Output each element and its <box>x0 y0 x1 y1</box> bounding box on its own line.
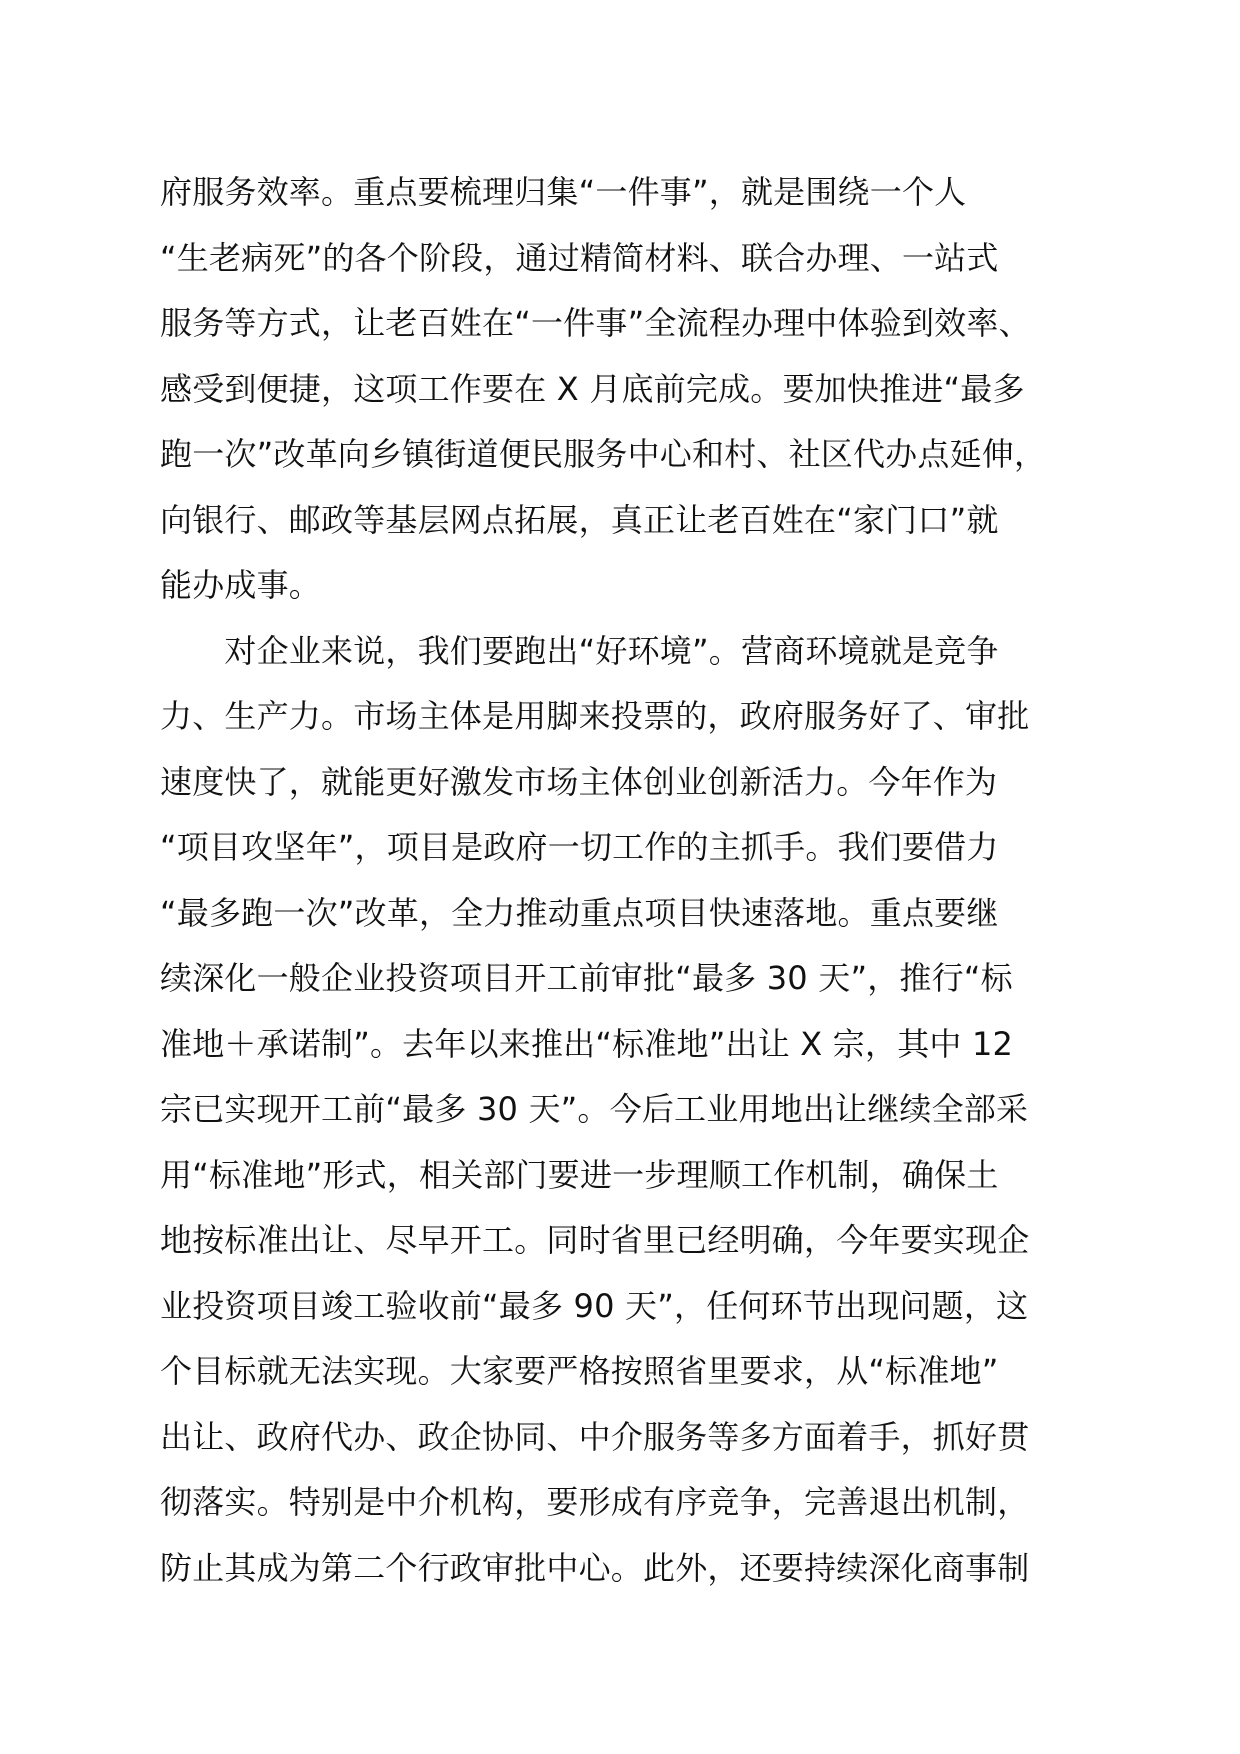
text-line: 地按标准出让、尽早开工。同时省里已经明确，今年要实现企 <box>160 1221 1030 1259</box>
text-line: 向银行、邮政等基层网点拓展，真正让老百姓在“家门口”就 <box>160 500 999 539</box>
text-line: 防止其成为第二个行政审批中心。此外，还要持续深化商事制 <box>160 1548 1030 1587</box>
text-line: 速度快了，就能更好激发市场主体创业创新活力。今年作为 <box>160 762 998 801</box>
text-line: 用“标准地”形式，相关部门要进一步理顺工作机制，确保土 <box>160 1155 999 1194</box>
text-line: 感受到便捷，这项工作要在 X 月底前完成。要加快推进“最多 <box>160 369 1025 408</box>
text-line: “项目攻坚年”，项目是政府一切工作的主抓手。我们要借力 <box>160 828 999 866</box>
text-line: “最多跑一次”改革，全力推动重点项目快速落地。重点要继 <box>160 893 999 932</box>
text-line: 出让、政府代办、政企协同、中介服务等多方面着手，抓好贯 <box>160 1417 1030 1456</box>
body-text <box>160 160 1100 1601</box>
text-line: 准地＋承诺制”。去年以来推出“标准地”出让 X 宗，其中 12 <box>160 1024 1014 1063</box>
text-line: 服务等方式，让老百姓在“一件事”全流程办理中体验到效率、 <box>160 304 1031 342</box>
text-line: 续深化一般企业投资项目开工前审批“最多 30 天”，推行“标 <box>160 959 1013 997</box>
text-line: 府服务效率。重点要梳理归集“一件事”，就是围绕一个人 <box>160 173 967 211</box>
text-line: 彻落实。特别是中介机构，要形成有序竞争，完善退出机制， <box>160 1483 1030 1521</box>
text-line: 业投资项目竣工验收前“最多 90 天”，任何环节出现问题，这 <box>160 1286 1029 1325</box>
text-line: 跑一次”改革向乡镇街道便民服务中心和村、社区代办点延伸， <box>160 435 1047 473</box>
text-line: “生老病死”的各个阶段，通过精简材料、联合办理、一站式 <box>160 238 999 277</box>
text-line: 宗已实现开工前“最多 30 天”。今后工业用地出让继续全部采 <box>160 1090 1029 1128</box>
text-line: 力、生产力。市场主体是用脚来投票的，政府服务好了、审批 <box>160 697 1030 735</box>
text-line: 能办成事。 <box>160 566 322 604</box>
text-line: 个目标就无法实现。大家要严格按照省里要求，从“标准地” <box>160 1352 999 1390</box>
text-line: 对企业来说，我们要跑出“好环境”。营商环境就是竞争 <box>160 631 999 670</box>
